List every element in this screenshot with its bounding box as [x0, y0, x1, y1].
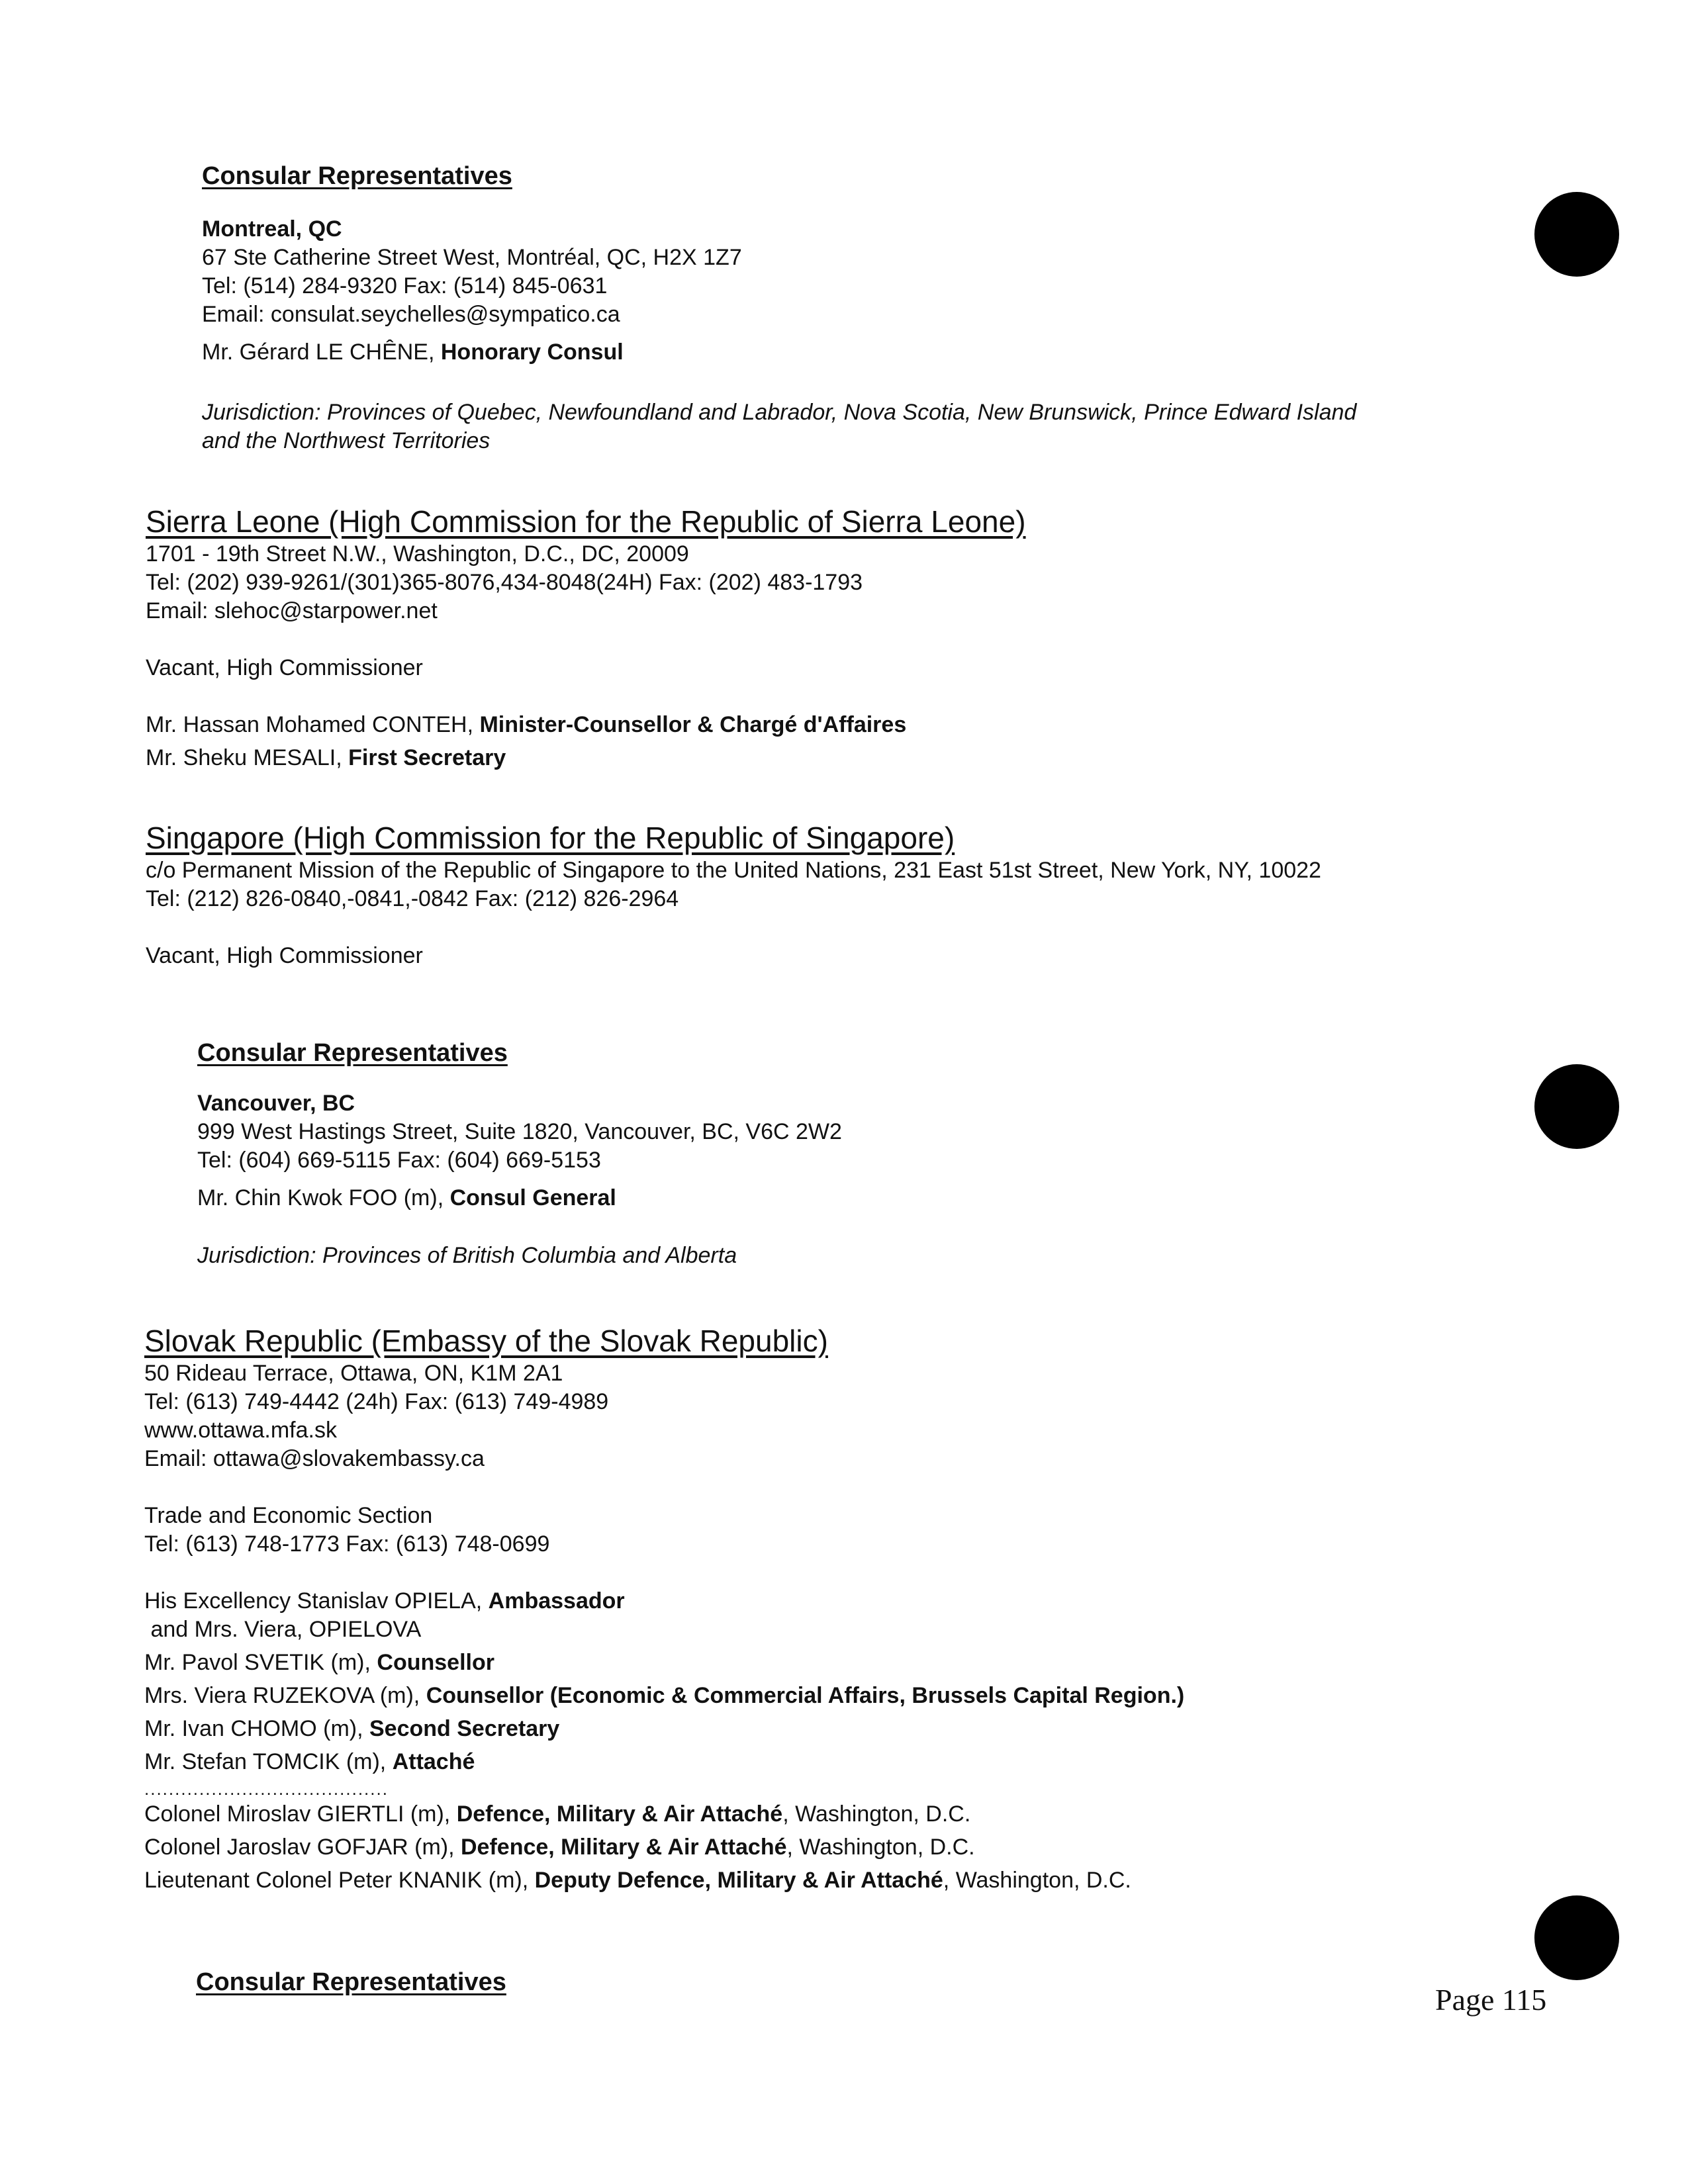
consular-email: Email: consulat.seychelles@sympatico.ca — [202, 302, 620, 327]
rep-title: Consul General — [449, 1185, 616, 1210]
staff-title: Defence, Military & Air Attaché — [456, 1801, 783, 1827]
staff-name: Mr. Ivan CHOMO (m), — [144, 1716, 369, 1741]
staff-name: Mr. Stefan TOMCIK (m), — [144, 1749, 393, 1774]
consular-heading: Consular Representatives — [197, 1039, 508, 1067]
staff-title: Attaché — [392, 1749, 475, 1774]
rep-title: Honorary Consul — [440, 340, 624, 365]
staff-location: , Washington, D.C. — [943, 1868, 1131, 1893]
staff-title: Second Secretary — [369, 1716, 560, 1741]
consular-heading: Consular Representatives — [196, 1968, 506, 1996]
consular-heading: Consular Representatives — [202, 162, 512, 190]
defence-staff-member — [144, 1866, 1184, 1895]
consular-representative — [202, 338, 1356, 367]
country-heading: Sierra Leone (High Commission for the Republic of Sierra Leone) — [146, 504, 1026, 539]
vacant-notice: Vacant, High Commissioner — [146, 655, 423, 680]
staff-member — [144, 1682, 1184, 1710]
dotted-separator: ........................................ — [144, 1779, 389, 1799]
entry-sierra-leone — [146, 503, 1026, 772]
defence-staff-member — [144, 1800, 1184, 1829]
jurisdiction-line-2: and the Northwest Territories — [202, 428, 491, 453]
mission-phone: Tel: (613) 749-4442 (24h) Fax: (613) 749-4989 — [144, 1389, 609, 1414]
staff-name: Lieutenant Colonel Peter KNANIK (m), — [144, 1868, 535, 1893]
staff-member — [144, 1715, 1184, 1743]
consular-block-montreal — [202, 161, 1356, 455]
mission-email: Email: ottawa@slovakembassy.ca — [144, 1446, 485, 1471]
staff-title: Counsellor (Economic & Commercial Affairs, Brussels Capital Region.) — [426, 1683, 1185, 1708]
rep-name: Mr. Chin Kwok FOO (m), — [197, 1185, 450, 1210]
mission-website: www.ottawa.mfa.sk — [144, 1418, 337, 1443]
staff-title: Deputy Defence, Military & Air Attaché — [534, 1868, 943, 1893]
consular-city: Vancouver, BC — [197, 1091, 355, 1116]
staff-title: Minister-Counsellor & Chargé d'Affaires — [479, 712, 907, 737]
staff-name: Colonel Miroslav GIERTLI (m), — [144, 1801, 457, 1827]
staff-title: Counsellor — [377, 1650, 494, 1675]
rep-name: Mr. Gérard LE CHÊNE, — [202, 340, 441, 365]
mission-phone: Tel: (212) 826-0840,-0841,-0842 Fax: (212) 826-2964 — [146, 886, 679, 911]
entry-singapore — [146, 819, 1321, 970]
consular-phone: Tel: (514) 284-9320 Fax: (514) 845-0631 — [202, 273, 608, 298]
staff-name: Colonel Jaroslav GOFJAR (m), — [144, 1835, 461, 1860]
staff-location: , Washington, D.C. — [786, 1835, 975, 1860]
mission-email: Email: slehoc@starpower.net — [146, 598, 438, 623]
consular-phone: Tel: (604) 669-5115 Fax: (604) 669-5153 — [197, 1148, 601, 1173]
staff-title: Defence, Military & Air Attaché — [461, 1835, 787, 1860]
punch-hole-bottom — [1534, 1895, 1619, 1980]
punch-hole-middle — [1534, 1064, 1619, 1149]
mission-phone: Tel: (202) 939-9261/(301)365-8076,434-8048(24H) Fax: (202) 483-1793 — [146, 570, 863, 595]
mission-address: 1701 - 19th Street N.W., Washington, D.C., DC, 20009 — [146, 541, 689, 567]
jurisdiction-line-1: Jurisdiction: Provinces of Quebec, Newfoundland and Labrador, Nova Scotia, New Brunswick, Prince Edward Island — [202, 400, 1357, 425]
staff-member — [146, 744, 1026, 772]
ambassador-name: His Excellency Stanislav OPIELA, — [144, 1588, 489, 1614]
staff-member — [146, 711, 1026, 739]
trade-section-phone: Tel: (613) 748-1773 Fax: (613) 748-0699 — [144, 1531, 550, 1557]
jurisdiction-line: Jurisdiction: Provinces of British Columbia and Alberta — [197, 1243, 737, 1268]
ambassador-spouse: and Mrs. Viera, OPIELOVA — [144, 1617, 422, 1642]
consular-block-vancouver — [197, 1038, 842, 1270]
staff-name: Mr. Pavol SVETIK (m), — [144, 1650, 377, 1675]
consular-city: Montreal, QC — [202, 216, 342, 242]
mission-address: 50 Rideau Terrace, Ottawa, ON, K1M 2A1 — [144, 1361, 563, 1386]
staff-member — [144, 1649, 1184, 1677]
staff-name: Mrs. Viera RUZEKOVA (m), — [144, 1683, 426, 1708]
country-heading: Slovak Republic (Embassy of the Slovak Republic) — [144, 1324, 828, 1358]
staff-member — [144, 1748, 1184, 1776]
consular-address: 67 Ste Catherine Street West, Montréal, QC, H2X 1Z7 — [202, 245, 742, 270]
staff-location: , Washington, D.C. — [782, 1801, 971, 1827]
staff-name: Mr. Sheku MESALI, — [146, 745, 349, 770]
country-heading: Singapore (High Commission for the Republic of Singapore) — [146, 821, 955, 855]
mission-address: c/o Permanent Mission of the Republic of Singapore to the United Nations, 231 East 51st Street, New York, NY, 10022 — [146, 858, 1321, 883]
defence-staff-member — [144, 1833, 1184, 1862]
punch-hole-top — [1534, 192, 1619, 277]
consular-representative — [197, 1184, 842, 1212]
staff-name: Mr. Hassan Mohamed CONTEH, — [146, 712, 480, 737]
trade-section-label: Trade and Economic Section — [144, 1503, 433, 1528]
staff-title: First Secretary — [348, 745, 506, 770]
ambassador-title: Ambassador — [488, 1588, 625, 1614]
page-number: Page 115 — [1435, 1983, 1547, 2017]
ambassador — [144, 1587, 1184, 1615]
consular-address: 999 West Hastings Street, Suite 1820, Vancouver, BC, V6C 2W2 — [197, 1119, 842, 1144]
vacant-notice: Vacant, High Commissioner — [146, 943, 423, 968]
entry-slovak-republic — [144, 1322, 1184, 1895]
